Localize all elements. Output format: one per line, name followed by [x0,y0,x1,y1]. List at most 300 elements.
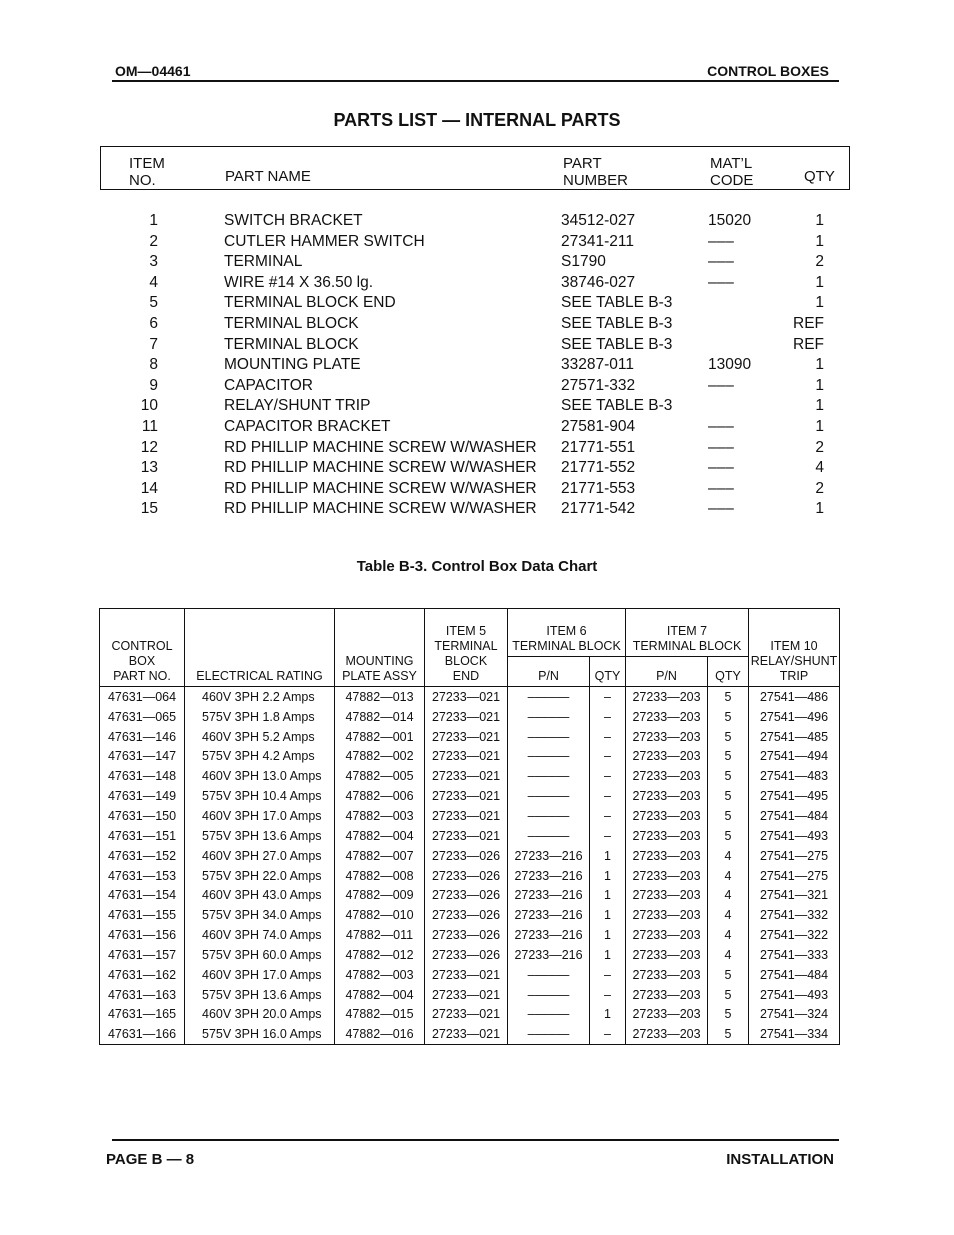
item6-qty-header: QTY [590,657,626,687]
table-row [100,786,840,806]
control-header-line: CONTROL [111,639,173,653]
item7-pn: 27233—203 [626,905,708,925]
item6-pn: –––––– [508,1024,590,1044]
mounting-plate-assy: 47882—005 [335,766,425,786]
header-rule [112,80,839,82]
item-no-header [129,155,165,189]
item5-pn: 27233—021 [425,806,508,826]
part-item: 3 [149,253,158,271]
mounting-plate-assy: 47882—003 [335,965,425,985]
item5-header [425,609,508,687]
part-name: CAPACITOR BRACKET [224,417,391,435]
item6-pn: –––––– [508,985,590,1005]
item6-pn: –––––– [508,1005,590,1025]
item6-pn: –––––– [508,965,590,985]
item6-pn: 27233—216 [508,945,590,965]
part-number: 27571-332 [561,376,636,394]
item6-qty: 1 [590,945,626,965]
electrical-rating: 460V 3PH 5.2 Amps [185,727,335,747]
item7-pn: 27233—203 [626,806,708,826]
item10-pn: 27541—485 [749,727,840,747]
item10-pn: 27541—332 [749,905,840,925]
control-box-part-no: 47631—165 [100,1005,185,1025]
item5-pn: 27233—021 [425,1005,508,1025]
item5-pn: 27233—021 [425,747,508,767]
item7-line-2: TERMINAL BLOCK [632,639,742,653]
item7-pn: 27233—203 [626,965,708,985]
chart-body [100,687,840,1045]
section-title: CONTROL BOXES [707,63,829,79]
mounting-plate-assy: 47882—003 [335,806,425,826]
item7-qty: 5 [708,687,749,707]
item5-pn: 27233—021 [425,965,508,985]
item7-qty: 5 [708,786,749,806]
electrical-rating: 575V 3PH 60.0 Amps [185,945,335,965]
list-item [100,356,850,377]
table-row [100,826,840,846]
item7-qty: 5 [708,1024,749,1044]
footer-section: INSTALLATION [726,1151,834,1168]
mounting-plate-header [335,609,425,687]
part-name: SWITCH BRACKET [224,212,363,229]
item7-line-1: ITEM 7 [666,624,708,638]
mat-header-line: MAT’L [710,155,753,172]
item5-line-3: BLOCK [444,654,488,668]
item7-pn: 27233—203 [626,945,708,965]
item7-pn: 27233—203 [626,687,708,707]
item10-header [749,609,840,687]
item5-pn: 27233—021 [425,727,508,747]
item6-pn: 27233—216 [508,885,590,905]
item6-qty: – [590,806,626,826]
electrical-rating: 460V 3PH 17.0 Amps [185,806,335,826]
electrical-rating: 575V 3PH 4.2 Amps [185,747,335,767]
part-qty: 1 [815,294,824,312]
part-number: 27581-904 [561,417,636,435]
part-name: RD PHILLIP MACHINE SCREW W/WASHER [224,459,537,477]
part-name: TERMINAL BLOCK [224,314,359,332]
item5-pn: 27233—026 [425,885,508,905]
number-header-line: NUMBER [563,172,629,189]
part-qty: 2 [815,479,824,497]
part-item: 5 [149,294,158,312]
item10-pn: 27541—484 [749,806,840,826]
electrical-rating: 575V 3PH 13.6 Amps [185,985,335,1005]
item7-pn: 27233—203 [626,727,708,747]
part-mat: ––– [708,438,734,456]
item7-qty: 5 [708,965,749,985]
mounting-plate-assy: 47882—004 [335,826,425,846]
item7-pn: 27233—203 [626,925,708,945]
item6-qty: – [590,1024,626,1044]
item5-line-2: TERMINAL [434,639,498,653]
item10-pn: 27541—324 [749,1005,840,1025]
part-name: CAPACITOR [224,376,313,394]
box-header-line: BOX [128,654,156,668]
part-name: RD PHILLIP MACHINE SCREW W/WASHER [224,438,537,456]
item6-qty: – [590,985,626,1005]
item7-pn: 27233—203 [626,1024,708,1044]
control-box-part-no: 47631—153 [100,866,185,886]
part-name: RELAY/SHUNT TRIP [224,397,371,415]
part-qty: 1 [815,376,824,394]
parts-list [100,212,850,521]
item7-qty: 4 [708,885,749,905]
part-number: SEE TABLE B-3 [561,397,673,415]
mounting-plate-assy: 47882—009 [335,885,425,905]
item5-pn: 27233—026 [425,945,508,965]
part-header-line: PART [563,155,602,172]
item6-qty: 1 [590,846,626,866]
table-row [100,766,840,786]
item10-pn: 27541—275 [749,846,840,866]
item6-pn: –––––– [508,786,590,806]
item6-pn-header: P/N [508,657,590,687]
part-number: 21771-542 [561,500,636,518]
part-qty: 1 [815,212,824,229]
item5-pn: 27233—021 [425,985,508,1005]
item7-qty: 4 [708,905,749,925]
control-box-part-no: 47631—166 [100,1024,185,1044]
mounting-plate-assy: 47882—007 [335,846,425,866]
item7-qty: 4 [708,945,749,965]
list-item [100,233,850,254]
item6-qty: – [590,766,626,786]
item6-pn: 27233—216 [508,866,590,886]
table-row [100,806,840,826]
page-number: PAGE B — 8 [106,1151,195,1168]
item6-qty: 1 [590,925,626,945]
list-item [100,480,850,501]
electrical-rating: 460V 3PH 74.0 Amps [185,925,335,945]
part-item: 10 [140,397,158,415]
part-qty: REF [793,335,824,353]
item7-qty: 5 [708,806,749,826]
part-no-header-line: PART NO. [113,669,171,683]
list-item [100,377,850,398]
control-box-part-no: 47631—163 [100,985,185,1005]
item6-qty: 1 [590,866,626,886]
control-box-part-no: 47631—154 [100,885,185,905]
part-item: 11 [141,417,158,435]
mounting-plate-assy: 47882—013 [335,687,425,707]
item7-qty: 5 [708,766,749,786]
part-item: 14 [140,479,158,497]
item5-pn: 27233—021 [425,1024,508,1044]
mounting-plate-assy: 47882—012 [335,945,425,965]
mounting-plate-assy: 47882—014 [335,707,425,727]
electrical-rating: 460V 3PH 2.2 Amps [185,687,335,707]
part-item: 1 [149,212,158,229]
control-box-part-no: 47631—157 [100,945,185,965]
control-box-part-no: 47631—150 [100,806,185,826]
item6-pn: –––––– [508,687,590,707]
no-header-line: NO. [129,172,156,189]
item7-qty: 4 [708,846,749,866]
item10-pn: 27541—334 [749,1024,840,1044]
part-mat: ––– [708,459,734,477]
part-item: 9 [149,376,158,394]
item10-pn: 27541—493 [749,985,840,1005]
item5-pn: 27233—021 [425,687,508,707]
part-number: SEE TABLE B-3 [561,294,673,312]
control-box-part-no-header [100,609,185,687]
list-item [100,294,850,315]
item10-pn: 27541—322 [749,925,840,945]
table-row [100,905,840,925]
part-name: MOUNTING PLATE [224,356,361,374]
item10-pn: 27541—484 [749,965,840,985]
part-item: 15 [140,500,158,518]
item7-pn: 27233—203 [626,985,708,1005]
item7-pn: 27233—203 [626,786,708,806]
part-number-header [563,155,628,189]
item6-qty: – [590,727,626,747]
item10-pn: 27541—483 [749,766,840,786]
part-name: WIRE #14 X 36.50 lg. [224,273,374,291]
item5-line-1: ITEM 5 [445,624,487,638]
part-mat: 15020 [708,212,752,229]
material-code-header [710,155,753,189]
item7-qty: 4 [708,866,749,886]
part-name: RD PHILLIP MACHINE SCREW W/WASHER [224,500,537,518]
table-row [100,866,840,886]
control-box-part-no: 47631—065 [100,707,185,727]
rating-header-line: ELECTRICAL RATING [196,669,323,683]
control-box-part-no: 47631—064 [100,687,185,707]
table-row [100,885,840,905]
item10-line-2: RELAY/SHUNT [750,654,838,668]
list-item [100,336,850,357]
electrical-rating: 460V 3PH 17.0 Amps [185,965,335,985]
mounting-plate-assy: 47882—006 [335,786,425,806]
table-row [100,687,840,707]
part-number: 21771-552 [561,459,636,477]
item6-pn: 27233—216 [508,905,590,925]
part-qty: 4 [815,459,824,477]
part-name: TERMINAL [224,253,303,271]
plate-assy-header-line: PLATE ASSY [342,669,417,683]
part-mat: 13090 [708,356,752,374]
mounting-plate-assy: 47882—015 [335,1005,425,1025]
part-mat: ––– [708,376,734,394]
item6-pn: –––––– [508,727,590,747]
electrical-rating: 460V 3PH 20.0 Amps [185,1005,335,1025]
item6-qty: – [590,786,626,806]
item6-pn: –––––– [508,707,590,727]
item7-pn: 27233—203 [626,885,708,905]
part-qty: 1 [815,273,824,291]
table-row [100,707,840,727]
part-mat: ––– [708,253,734,271]
electrical-rating: 575V 3PH 16.0 Amps [185,1024,335,1044]
item5-line-4: END [452,669,480,683]
part-qty: 1 [815,500,824,518]
item7-qty-header: QTY [708,657,749,687]
table-row [100,747,840,767]
item6-qty: 1 [590,905,626,925]
qty-header: QTY [804,168,835,185]
mounting-header-line: MOUNTING [345,654,414,668]
item6-pn: –––––– [508,747,590,767]
mounting-plate-assy: 47882—008 [335,866,425,886]
part-qty: 1 [815,417,824,435]
item5-pn: 27233—021 [425,766,508,786]
list-item [100,397,850,418]
code-header-line: CODE [710,172,754,189]
table-row [100,945,840,965]
parts-list-header [100,146,850,190]
part-item: 4 [149,273,158,291]
item6-header [508,609,626,657]
part-number: 34512-027 [561,212,636,229]
item5-pn: 27233—021 [425,786,508,806]
part-number: 38746-027 [561,273,636,291]
part-mat: ––– [708,500,734,518]
part-number: 33287-011 [561,356,634,374]
part-item: 13 [140,459,158,477]
item6-qty: – [590,965,626,985]
control-box-part-no: 47631—148 [100,766,185,786]
part-mat: ––– [708,417,734,435]
item7-header [626,609,749,657]
item6-pn: –––––– [508,826,590,846]
item-header-line: ITEM [129,155,165,172]
item10-pn: 27541—496 [749,707,840,727]
part-item: 7 [149,335,158,353]
part-name: CUTLER HAMMER SWITCH [224,232,425,250]
item6-line-2: TERMINAL BLOCK [512,639,621,653]
part-qty: 1 [815,397,824,415]
part-qty: 1 [815,356,824,374]
control-box-part-no: 47631—155 [100,905,185,925]
mounting-plate-assy: 47882—011 [335,925,425,945]
item5-pn: 27233—026 [425,905,508,925]
electrical-rating: 460V 3PH 13.0 Amps [185,766,335,786]
list-item [100,459,850,480]
part-mat: ––– [708,232,734,250]
item6-qty: – [590,747,626,767]
item7-pn: 27233—203 [626,846,708,866]
item7-qty: 5 [708,727,749,747]
part-mat: ––– [708,479,734,497]
document-number: OM—04461 [115,63,191,79]
item7-qty: 5 [708,826,749,846]
part-qty: 2 [815,438,824,456]
item7-pn: 27233—203 [626,1005,708,1025]
item6-qty: – [590,826,626,846]
item7-qty: 5 [708,1005,749,1025]
electrical-rating: 575V 3PH 34.0 Amps [185,905,335,925]
item7-pn: 27233—203 [626,707,708,727]
mounting-plate-assy: 47882—016 [335,1024,425,1044]
part-name: TERMINAL BLOCK END [224,294,396,312]
item7-pn: 27233—203 [626,866,708,886]
item10-pn: 27541—486 [749,687,840,707]
item6-qty: – [590,687,626,707]
mounting-plate-assy: 47882—010 [335,905,425,925]
table-row [100,846,840,866]
list-item [100,418,850,439]
item10-line-3: TRIP [779,669,809,683]
control-box-part-no: 47631—152 [100,846,185,866]
item6-pn: –––––– [508,806,590,826]
list-item [100,500,850,521]
control-box-part-no: 47631—146 [100,727,185,747]
item6-pn: 27233—216 [508,846,590,866]
part-item: 2 [149,232,158,250]
item7-qty: 5 [708,985,749,1005]
item7-pn-header: P/N [626,657,708,687]
part-number: S1790 [561,253,606,271]
part-name: RD PHILLIP MACHINE SCREW W/WASHER [224,479,537,497]
item10-pn: 27541—493 [749,826,840,846]
item7-qty: 5 [708,747,749,767]
part-name: TERMINAL BLOCK [224,335,359,353]
table-caption: Table B-3. Control Box Data Chart [356,558,598,575]
item7-qty: 4 [708,925,749,945]
list-item [100,212,850,233]
mounting-plate-assy: 47882—002 [335,747,425,767]
item5-pn: 27233—021 [425,707,508,727]
control-box-data-chart [99,608,840,1045]
part-qty: 1 [815,232,824,250]
footer-rule [112,1139,839,1141]
part-qty: REF [793,314,824,332]
item10-line-1: ITEM 10 [770,639,818,653]
control-box-part-no: 47631—147 [100,747,185,767]
table-row [100,985,840,1005]
item5-pn: 27233—026 [425,925,508,945]
electrical-rating: 575V 3PH 1.8 Amps [185,707,335,727]
electrical-rating: 460V 3PH 27.0 Amps [185,846,335,866]
item6-qty: – [590,707,626,727]
part-name-header: PART NAME [225,168,311,185]
table-row [100,1024,840,1044]
table-row [100,727,840,747]
table-row [100,965,840,985]
table-row [100,1005,840,1025]
control-box-part-no: 47631—151 [100,826,185,846]
page-title: PARTS LIST — INTERNAL PARTS [333,110,621,130]
part-qty: 2 [815,253,824,271]
item6-qty: 1 [590,1005,626,1025]
item6-pn: –––––– [508,766,590,786]
electrical-rating: 460V 3PH 43.0 Amps [185,885,335,905]
mounting-plate-assy: 47882—004 [335,985,425,1005]
part-number: 27341-211 [561,232,634,250]
item5-pn: 27233—021 [425,826,508,846]
list-item [100,315,850,336]
item6-line-1: ITEM 6 [546,624,587,638]
item10-pn: 27541—333 [749,945,840,965]
control-box-part-no: 47631—156 [100,925,185,945]
part-number: SEE TABLE B-3 [561,314,673,332]
list-item [100,439,850,460]
mounting-plate-assy: 47882—001 [335,727,425,747]
part-mat: ––– [708,273,734,291]
part-item: 6 [149,314,158,332]
list-item [100,274,850,295]
table-row [100,925,840,945]
item6-qty: 1 [590,885,626,905]
electrical-rating: 575V 3PH 22.0 Amps [185,866,335,886]
item10-pn: 27541—494 [749,747,840,767]
control-box-part-no: 47631—149 [100,786,185,806]
item5-pn: 27233—026 [425,846,508,866]
item5-pn: 27233—026 [425,866,508,886]
item10-pn: 27541—495 [749,786,840,806]
